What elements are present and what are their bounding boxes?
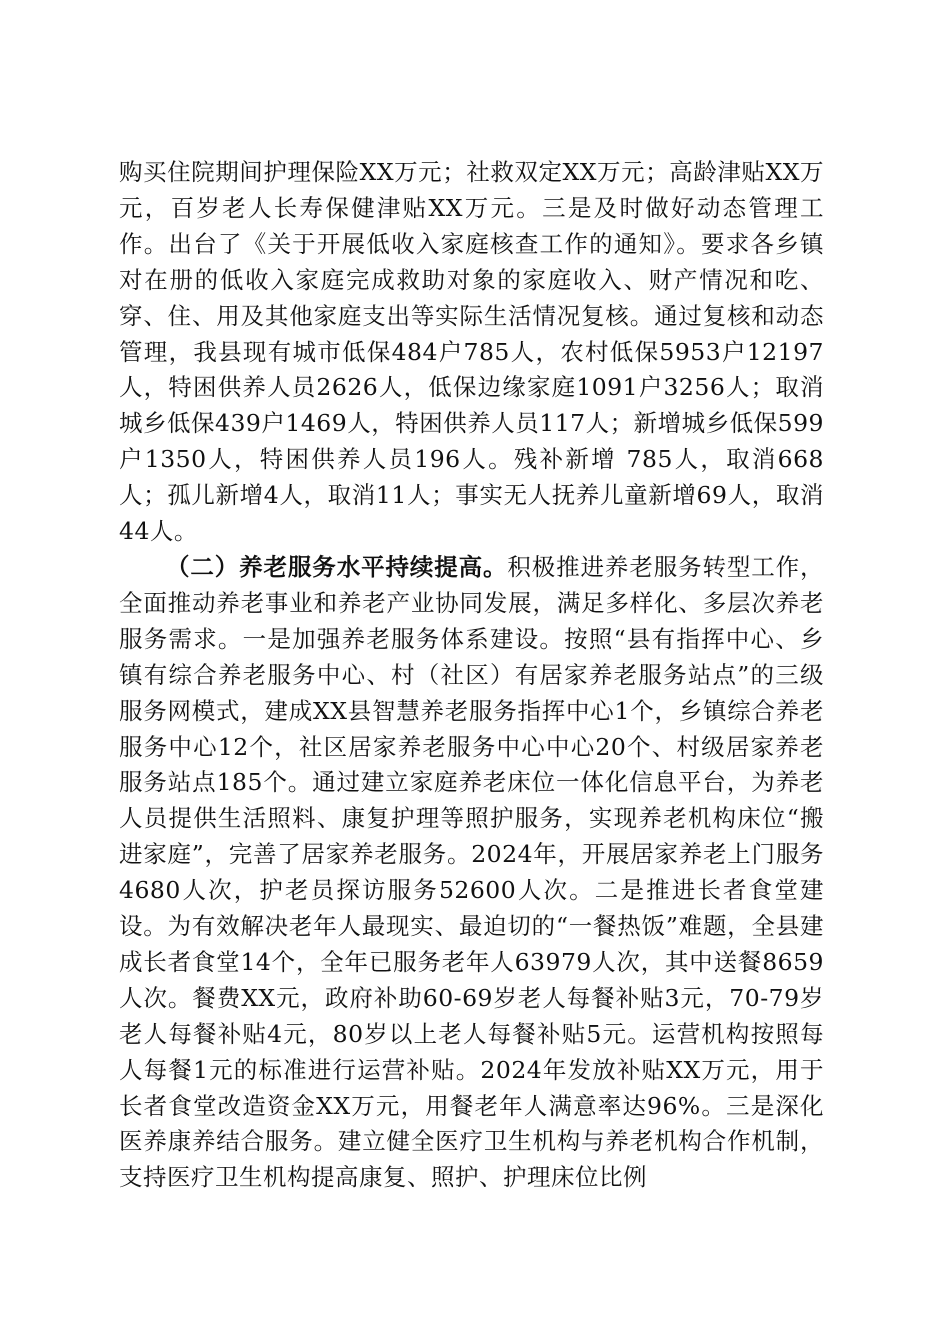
paragraph-1: [119, 155, 824, 550]
paragraph-2-text: 积极推进养老服务转型工作，全面推动养老事业和养老产业协同发展，满足多样化、多层次养老服务需求。一是加强养老服务体系建设。按照“县有指挥中心、乡镇有综合养老服务中心、村（社区）有居家养老服务站点”的三级服务网模式，建成XX县智慧养老服务指挥中心1个，乡镇综合养老服务中心12个，社区居家养老服务中心中心20个、村级居家养老服务站点185个。通过建立家庭养老床位一体化信息平台，为养老人员提供生活照料、康复护理等照护服务，实现养老机构床位“搬进家庭”，完善了居家养老服务。2024年，开展居家养老上门服务4680人次，护老员探访服务52600人次。二是推进长者食堂建设。为有效解决老年人最现实、最迫切的“一餐热饭”难题，全县建成长者食堂14个，全年已服务老年人63979人次，其中送餐8659人次。餐费XX元，政府补助60-69岁老人每餐补贴3元，70-79岁老人每餐补贴4元，80岁以上老人每餐补贴5元。运营机构按照每人每餐1元的标准进行运营补贴。2024年发放补贴XX万元，用于长者食堂改造资金XX万元，用餐老年人满意率达96%。三是深化医养康养结合服务。建立健全医疗卫生机构与养老机构合作机制，支持医疗卫生机构提高康复、照护、护理床位比例: [119, 552, 825, 1192]
paragraph-2: [119, 550, 824, 1196]
paragraph-1-text: 购买住院期间护理保险XX万元；社救双定XX万元；高龄津贴XX万元，百岁老人长寿保健津贴XX万元。三是及时做好动态管理工作。出台了《关于开展低收入家庭核查工作的通知》。要求各乡镇对在册的低收入家庭完成救助对象的家庭收入、财产情况和吃、穿、住、用及其他家庭支出等实际生活情况复核。通过复核和动态管理，我县现有城市低保484户785人，农村低保5953户12197人，特困供养人员2626人，低保边缘家庭1091户3256人；取消城乡低保439户1469人，特困供养人员117人；新增城乡低保599户1350人，特困供养人员196人。残补新增 785人，取消668人；孤儿新增4人，取消11人；事实无人抚养儿童新增69人，取消44人。: [119, 158, 824, 546]
section-heading-elderly-care: （二）养老服务水平持续提高。: [166, 552, 508, 581]
body-text: [119, 155, 824, 1196]
